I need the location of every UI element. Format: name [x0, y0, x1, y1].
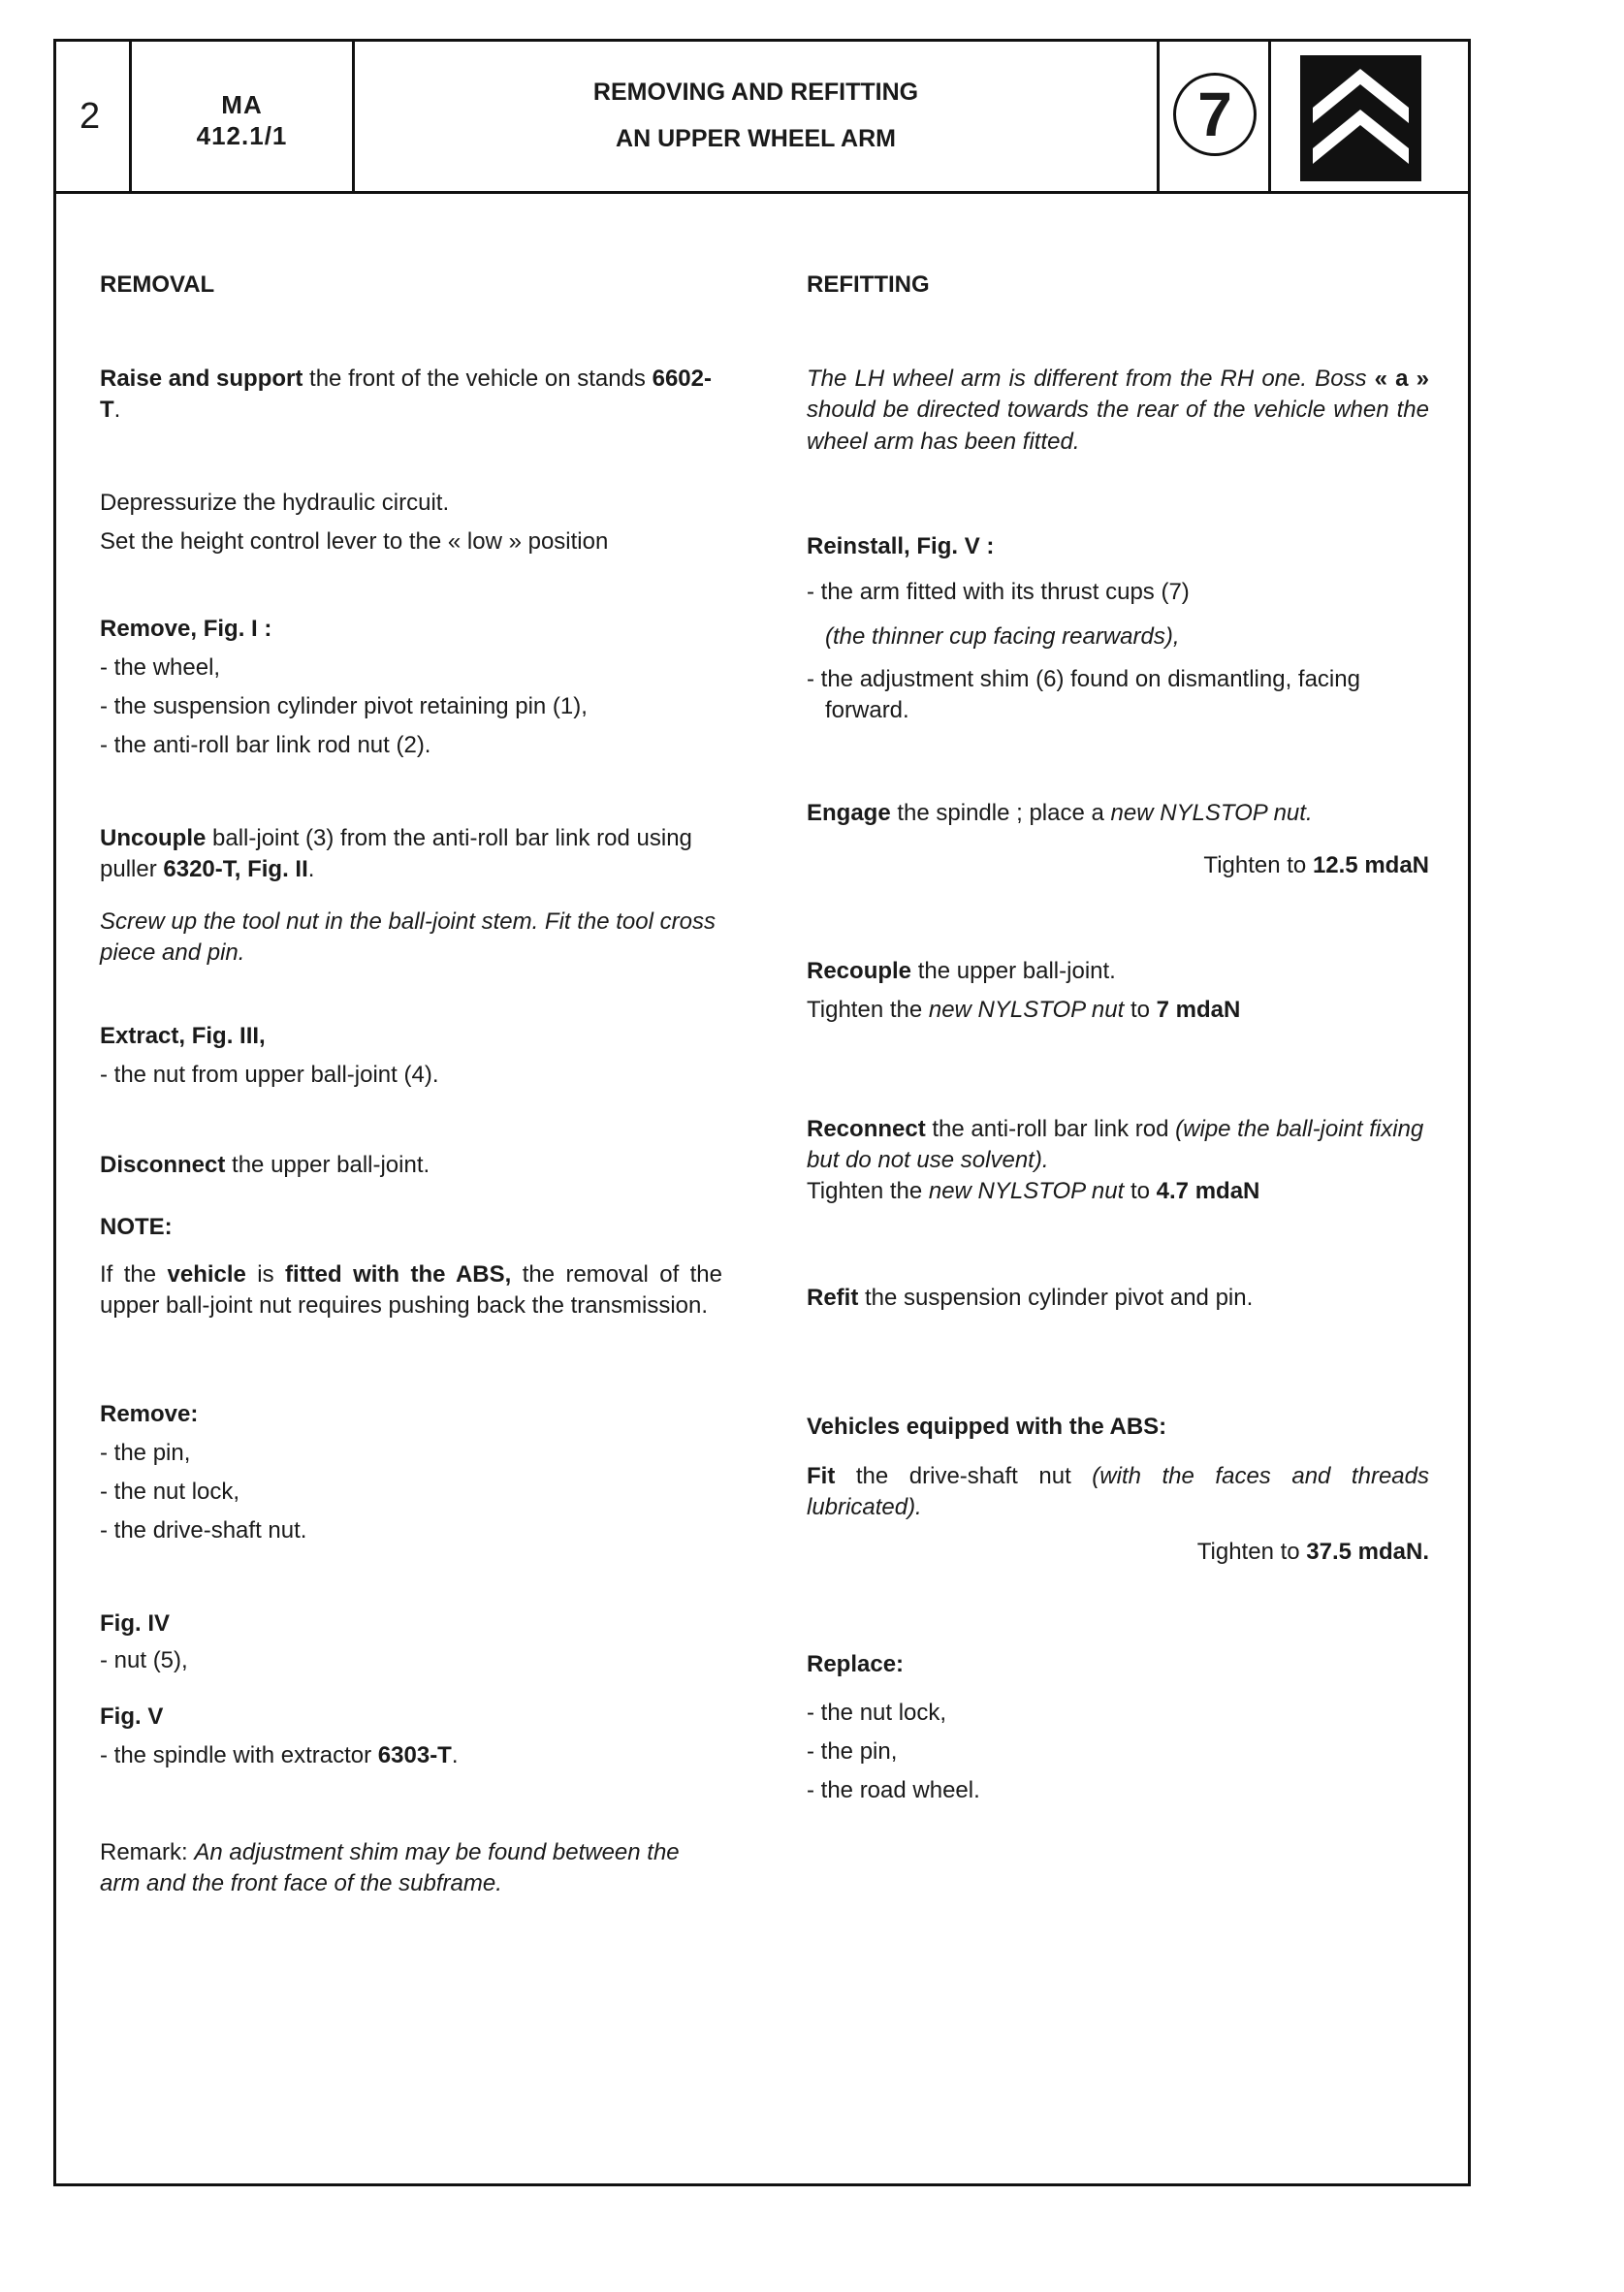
set-height-step: Set the height control lever to the « low » position — [100, 528, 609, 555]
page-number-cell — [56, 42, 132, 191]
note-bold: vehicle — [167, 1261, 246, 1288]
fig4-heading: Fig. IV — [100, 1610, 170, 1637]
fit-text: the drive-shaft nut — [835, 1463, 1093, 1489]
section-number-cell — [1160, 42, 1271, 191]
raise-end: . — [113, 397, 121, 424]
fig5-step — [100, 1740, 722, 1771]
document-code-cell — [132, 42, 355, 191]
reconnect-text: the anti-roll bar link rod — [925, 1116, 1176, 1142]
remark-label: Remark: — [100, 1839, 195, 1865]
fit-italic: (with the faces and threads lubricated). — [807, 1463, 1429, 1521]
list-item: - the adjustment shim (6) found on dismantling, facing forward. — [807, 666, 1360, 724]
refit-step — [807, 1283, 1429, 1314]
raise-bold: Raise and support — [100, 366, 303, 392]
reinstall-note: (the thinner cup facing rearwards), — [825, 623, 1180, 650]
list-item: - the wheel, — [100, 654, 221, 681]
refit-text: the suspension cylinder pivot and pin. — [858, 1285, 1254, 1311]
reconnect-bold: Reconnect — [807, 1116, 926, 1142]
tighten-text: Tighten the — [807, 1178, 929, 1204]
list-item: - the arm fitted with its thrust cups (7) — [807, 579, 1190, 605]
list-item: - nut (5), — [100, 1647, 188, 1673]
lh-note — [807, 364, 1429, 458]
list-item: - the suspension cylinder pivot retaining pin (1), — [100, 693, 588, 719]
list-item: - the nut from upper ball-joint (4). — [100, 1062, 439, 1088]
boss-label: « a » — [1374, 366, 1429, 392]
list-item: - the nut lock, — [100, 1479, 240, 1505]
uncouple-tool: 6320-T, Fig. II — [163, 856, 308, 883]
disconnect-step — [100, 1150, 722, 1181]
raise-tool: 6602-T — [100, 366, 712, 424]
title-line-2: AN UPPER WHEEL ARM — [616, 125, 896, 152]
list-item: - the pin, — [100, 1440, 191, 1466]
logo-cell — [1271, 42, 1468, 191]
extract-heading: Extract, Fig. III, — [100, 1023, 266, 1049]
recouple-text: the upper ball-joint. — [911, 958, 1116, 984]
disconnect-bold: Disconnect — [100, 1152, 226, 1178]
torque-4-7 — [807, 1176, 1429, 1207]
removal-heading: REMOVAL — [100, 271, 215, 298]
nut-italic: new NYLSTOP nut — [928, 1178, 1125, 1204]
ma-code: 412.1/1 — [196, 121, 288, 150]
uncouple-text: ball-joint (3) from the anti-roll bar link rod using puller — [100, 825, 692, 883]
fig5-text: - the spindle with extractor — [100, 1742, 378, 1768]
uncouple-step — [100, 823, 722, 886]
tighten-to: to — [1124, 997, 1157, 1023]
recouple-step — [807, 956, 1429, 987]
engage-italic: new NYLSTOP nut. — [1110, 800, 1313, 826]
lh-text: should be directed towards the rear of the vehicle when the wheel arm has been fitted. — [807, 397, 1429, 455]
tighten-text: Tighten to — [1196, 1539, 1307, 1565]
torque-37-5 — [807, 1537, 1429, 1568]
fig5-tool: 6303-T — [377, 1742, 452, 1768]
title-cell — [355, 42, 1160, 191]
note-heading: NOTE: — [100, 1214, 173, 1240]
fit-bold: Fit — [807, 1463, 836, 1489]
torque-value: 12.5 mdaN — [1312, 852, 1429, 878]
replace-heading: Replace: — [807, 1651, 905, 1677]
list-item: - the drive-shaft nut. — [100, 1517, 307, 1544]
note-part: If the — [100, 1261, 168, 1288]
reconnect-step — [807, 1114, 1429, 1177]
depressurize-step: Depressurize the hydraulic circuit. — [100, 490, 450, 516]
torque-value: 7 mdaN — [1156, 997, 1241, 1023]
torque-value: 4.7 mdaN — [1156, 1178, 1260, 1204]
list-item: - the anti-roll bar link rod nut (2). — [100, 732, 431, 758]
torque-value: 37.5 mdaN. — [1306, 1539, 1429, 1565]
page-frame — [53, 39, 1471, 2186]
recouple-bold: Recouple — [807, 958, 912, 984]
double-chevron-logo-icon — [1300, 55, 1421, 181]
torque-7 — [807, 995, 1429, 1026]
page-number: 2 — [80, 96, 101, 137]
uncouple-bold: Uncouple — [100, 825, 207, 851]
header — [56, 42, 1468, 194]
reinstall-heading: Reinstall, Fig. V : — [807, 533, 995, 559]
title-line-1: REMOVING AND REFITTING — [592, 79, 919, 106]
fig5-end: . — [451, 1742, 459, 1768]
fit-step — [807, 1461, 1429, 1524]
tighten-text: Tighten the — [807, 997, 929, 1023]
disconnect-text: the upper ball-joint. — [225, 1152, 430, 1178]
remove2-heading: Remove: — [100, 1401, 199, 1427]
engage-step — [807, 798, 1429, 829]
refit-bold: Refit — [807, 1285, 859, 1311]
note-part: the removal of the upper ball-joint nut requires pushing back the transmission. — [100, 1261, 723, 1320]
tighten-to: to — [1124, 1178, 1157, 1204]
raise-step — [100, 364, 722, 427]
section-number: 7 — [1173, 73, 1257, 156]
raise-text: the front of the vehicle on stands — [303, 366, 653, 392]
remark — [100, 1837, 722, 1900]
list-item: - the nut lock, — [807, 1700, 947, 1726]
remark-text: An adjustment shim may be found between the arm and the front face of the subframe. — [100, 1839, 680, 1897]
engage-bold: Engage — [807, 800, 891, 826]
remove-heading: Remove, Fig. I : — [100, 616, 272, 642]
list-item: - the road wheel. — [807, 1777, 980, 1803]
note-bold: fitted with the ABS, — [285, 1261, 512, 1288]
reconnect-italic: (wipe the ball-joint fixing but do not use solvent). — [807, 1116, 1424, 1174]
uncouple-end: . — [307, 856, 315, 883]
note-part: is — [245, 1261, 286, 1288]
refitting-heading: REFITTING — [807, 271, 930, 298]
screw-note: Screw up the tool nut in the ball-joint stem. Fit the tool cross piece and pin. — [100, 908, 716, 967]
tighten-text: Tighten to — [1203, 852, 1313, 878]
torque-12-5 — [807, 850, 1429, 881]
fig5-heading: Fig. V — [100, 1703, 164, 1730]
ma-label: MA — [221, 90, 263, 119]
lh-text: The LH wheel arm is different from the RH one. Boss — [807, 366, 1375, 392]
nut-italic: new NYLSTOP nut — [928, 997, 1125, 1023]
list-item: - the pin, — [807, 1738, 898, 1765]
abs-heading: Vehicles equipped with the ABS: — [807, 1414, 1167, 1440]
engage-text: the spindle ; place a — [890, 800, 1111, 826]
note-text — [100, 1259, 722, 1322]
